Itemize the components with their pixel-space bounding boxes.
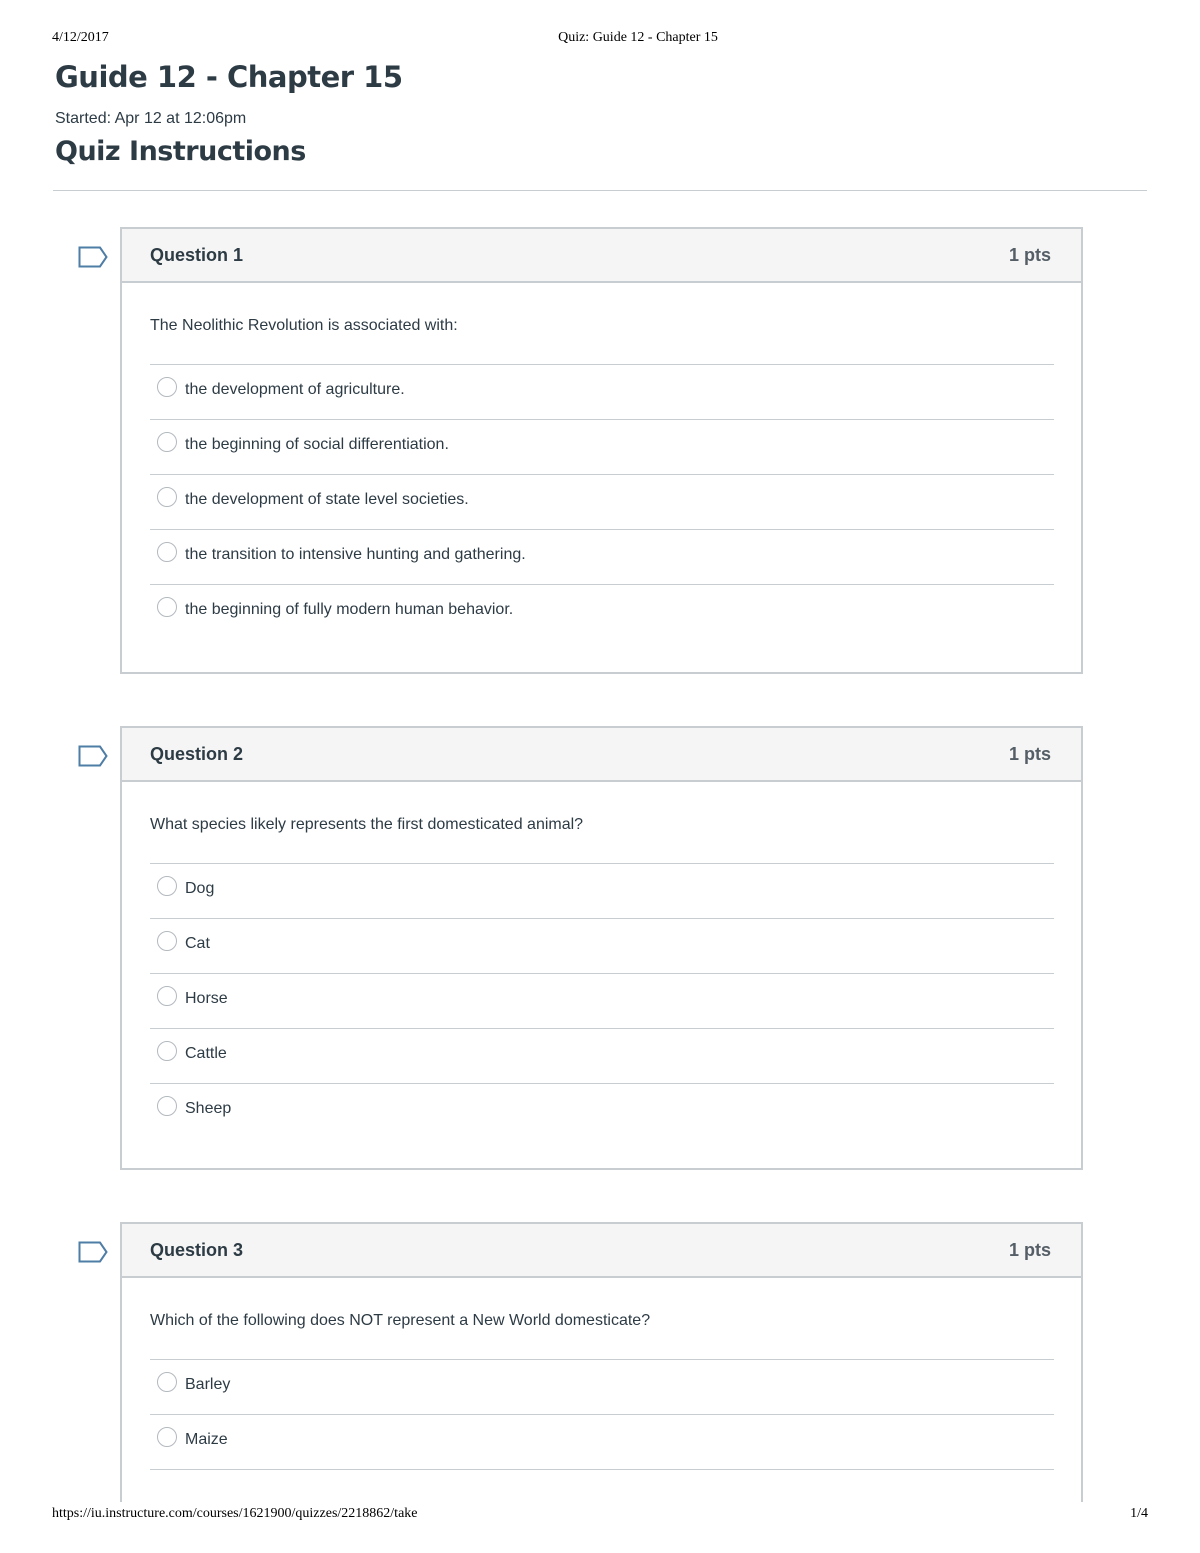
- answer-option[interactable]: [150, 1029, 1054, 1084]
- question-header: [122, 229, 1081, 283]
- answer-label: the beginning of fully modern human behavior.: [185, 601, 514, 618]
- radio-button[interactable]: [157, 1041, 177, 1061]
- flag-question-icon[interactable]: [78, 246, 108, 268]
- answer-label: Cat: [185, 935, 210, 952]
- question-3: [78, 1222, 1083, 1502]
- answer-label: Dog: [185, 880, 215, 897]
- radio-button[interactable]: [157, 542, 177, 562]
- print-page-number: 1/4: [1130, 1506, 1148, 1521]
- question-points: 1 pts: [1008, 744, 1051, 764]
- answer-list: [150, 364, 1054, 672]
- question-card: [120, 1222, 1083, 1502]
- question-text: Which of the following does NOT represent a New World domesticate?: [150, 1312, 651, 1329]
- answer-list: [150, 863, 1054, 1168]
- question-2: [78, 726, 1083, 1169]
- question-points: 1 pts: [1008, 1240, 1051, 1260]
- question-card: [120, 726, 1083, 1170]
- answer-option[interactable]: [150, 585, 1054, 639]
- quiz-instructions-heading: Quiz Instructions: [55, 136, 306, 167]
- question-name: Question 1: [150, 245, 244, 265]
- question-name: Question 2: [150, 744, 244, 764]
- answer-label: the transition to intensive hunting and gathering.: [185, 546, 526, 563]
- print-url: https://iu.instructure.com/courses/1621900/quizzes/2218862/take: [52, 1506, 418, 1521]
- question-header: [122, 1224, 1081, 1278]
- answer-list: [150, 1359, 1054, 1470]
- question-1: [78, 227, 1083, 672]
- print-title: Quiz: Guide 12 - Chapter 15: [558, 30, 718, 45]
- answer-option[interactable]: [150, 974, 1054, 1029]
- answer-option[interactable]: [150, 1415, 1054, 1470]
- answer-label: Cattle: [185, 1045, 227, 1062]
- answer-option[interactable]: [150, 475, 1054, 530]
- radio-button[interactable]: [157, 1096, 177, 1116]
- radio-button[interactable]: [157, 876, 177, 896]
- answer-label: Maize: [185, 1431, 228, 1448]
- answer-option[interactable]: [150, 1084, 1054, 1138]
- answer-label: Horse: [185, 990, 228, 1007]
- answer-option[interactable]: [150, 1360, 1054, 1415]
- radio-button[interactable]: [157, 986, 177, 1006]
- radio-button[interactable]: [157, 1427, 177, 1447]
- answer-option[interactable]: [150, 530, 1054, 585]
- quiz-started-time: Started: Apr 12 at 12:06pm: [55, 110, 247, 127]
- radio-button[interactable]: [157, 487, 177, 507]
- radio-button[interactable]: [157, 597, 177, 617]
- radio-button[interactable]: [157, 1372, 177, 1392]
- answer-label: the development of agriculture.: [185, 381, 405, 398]
- answer-option[interactable]: [150, 420, 1054, 475]
- answer-label: Sheep: [185, 1100, 232, 1117]
- answer-option[interactable]: [150, 864, 1054, 919]
- header-divider: [53, 190, 1147, 191]
- answer-option[interactable]: [150, 919, 1054, 974]
- question-text: What species likely represents the first domesticated animal?: [150, 816, 584, 833]
- print-date: 4/12/2017: [52, 30, 109, 45]
- flag-question-icon[interactable]: [78, 745, 108, 767]
- radio-button[interactable]: [157, 432, 177, 452]
- flag-question-icon[interactable]: [78, 1241, 108, 1263]
- question-points: 1 pts: [1008, 245, 1051, 265]
- question-header: [122, 728, 1081, 782]
- radio-button[interactable]: [157, 931, 177, 951]
- answer-label: the beginning of social differentiation.: [185, 436, 449, 453]
- question-card: [120, 227, 1083, 674]
- answer-label: Barley: [185, 1376, 231, 1393]
- quiz-title: Guide 12 - Chapter 15: [55, 60, 403, 94]
- answer-label: the development of state level societies.: [185, 491, 469, 508]
- question-text: The Neolithic Revolution is associated with:: [150, 317, 458, 334]
- question-name: Question 3: [150, 1240, 244, 1260]
- radio-button[interactable]: [157, 377, 177, 397]
- answer-option[interactable]: [150, 365, 1054, 420]
